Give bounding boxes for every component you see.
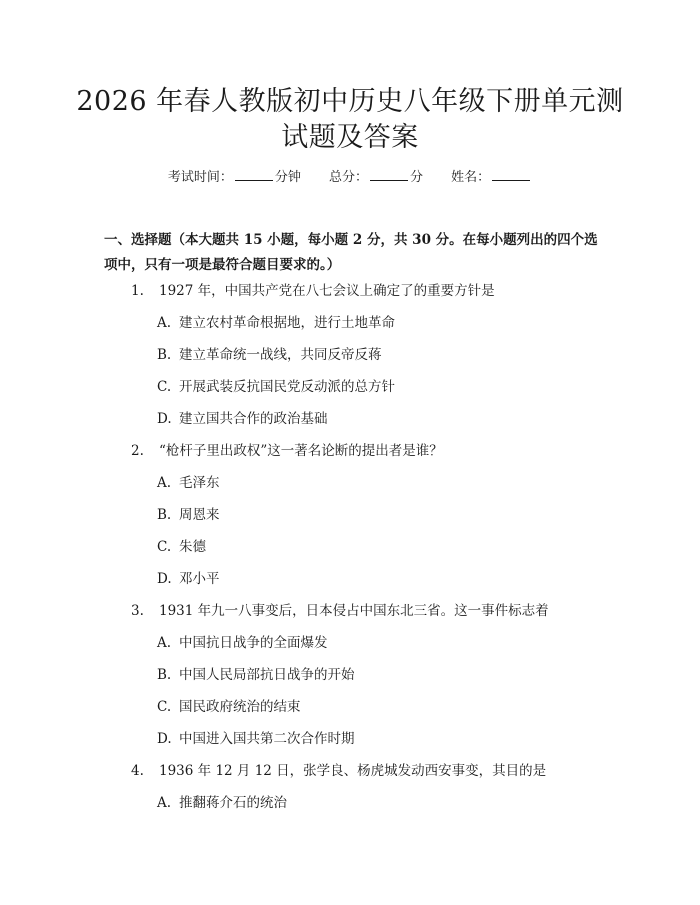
section-heading: 一、选择题（本大题共 15 小题，每小题 2 分，共 30 分。在每小题列出的四个选项中，只有一项是最符合题目要求的。） bbox=[104, 232, 598, 273]
exam-time-field bbox=[168, 168, 301, 188]
total-score-field bbox=[329, 168, 423, 188]
exam-title-line-1: 2026 年春人教版初中历史八年级下册单元测 bbox=[76, 86, 624, 117]
option-letter: C. bbox=[157, 699, 172, 715]
question-number: 4. bbox=[131, 763, 144, 779]
option-letter: A. bbox=[157, 475, 172, 491]
exam-meta bbox=[0, 168, 700, 188]
question-text: 1936 年 12 月 12 日，张学良、杨虎城发动西安事变，其目的是 bbox=[159, 763, 547, 779]
question-2-option-c bbox=[157, 537, 206, 557]
question-2-option-b bbox=[157, 505, 220, 525]
question-2-option-a bbox=[157, 473, 220, 493]
question-text: “枪杆子里出政权”这一著名论断的提出者是谁？ bbox=[159, 443, 443, 459]
total-score-blank bbox=[370, 169, 408, 181]
option-letter: D. bbox=[157, 571, 172, 587]
option-letter: A. bbox=[157, 795, 172, 811]
question-4-option-a bbox=[157, 793, 287, 813]
option-text: 开展武装反抗国民党反动派的总方针 bbox=[179, 379, 395, 395]
question-text: 1927 年，中国共产党在八七会议上确定了的重要方针是 bbox=[159, 283, 495, 299]
option-text: 建立国共合作的政治基础 bbox=[179, 411, 328, 427]
question-number: 2. bbox=[131, 443, 144, 459]
question-3-option-d bbox=[157, 729, 355, 749]
exam-time-blank bbox=[235, 169, 273, 181]
question-1 bbox=[131, 281, 495, 301]
question-number: 3. bbox=[131, 603, 144, 619]
student-name-label: 姓名： bbox=[451, 170, 491, 185]
total-score-unit: 分 bbox=[410, 170, 424, 185]
question-3-option-a bbox=[157, 633, 328, 653]
option-letter: D. bbox=[157, 731, 172, 747]
option-text: 国民政府统治的结束 bbox=[179, 699, 301, 715]
option-text: 中国进入国共第二次合作时期 bbox=[179, 731, 355, 747]
total-score-label: 总分： bbox=[328, 170, 368, 185]
option-text: 毛泽东 bbox=[179, 475, 220, 491]
option-text: 建立革命统一战线，共同反帝反蒋 bbox=[179, 347, 382, 363]
option-letter: B. bbox=[157, 347, 172, 363]
option-letter: B. bbox=[157, 667, 172, 683]
option-text: 周恩来 bbox=[179, 507, 220, 523]
question-number: 1. bbox=[131, 283, 144, 299]
question-1-option-c bbox=[157, 377, 395, 397]
question-2-option-d bbox=[157, 569, 220, 589]
option-text: 中国抗日战争的全面爆发 bbox=[179, 635, 328, 651]
option-text: 中国人民局部抗日战争的开始 bbox=[179, 667, 355, 683]
option-text: 建立农村革命根据地，进行土地革命 bbox=[179, 315, 395, 331]
question-1-option-b bbox=[157, 345, 382, 365]
option-letter: D. bbox=[157, 411, 172, 427]
option-text: 邓小平 bbox=[179, 571, 220, 587]
question-3 bbox=[131, 601, 549, 621]
question-3-option-b bbox=[157, 665, 355, 685]
exam-time-label: 考试时间： bbox=[167, 170, 233, 185]
student-name-blank bbox=[492, 169, 530, 181]
option-letter: A. bbox=[157, 315, 172, 331]
option-letter: A. bbox=[157, 635, 172, 651]
question-text: 1931 年九一八事变后，日本侵占中国东北三省。这一事件标志着 bbox=[159, 603, 549, 619]
question-1-option-d bbox=[157, 409, 328, 429]
option-letter: B. bbox=[157, 507, 172, 523]
question-4 bbox=[131, 761, 546, 781]
option-text: 推翻蒋介石的统治 bbox=[179, 795, 287, 811]
exam-title-line-2: 试题及答案 bbox=[281, 122, 419, 153]
exam-time-unit: 分钟 bbox=[274, 170, 301, 185]
option-letter: C. bbox=[157, 539, 172, 555]
question-2 bbox=[131, 441, 443, 461]
student-name-field bbox=[451, 168, 532, 188]
question-1-option-a bbox=[157, 313, 395, 333]
option-letter: C. bbox=[157, 379, 172, 395]
question-3-option-c bbox=[157, 697, 301, 717]
option-text: 朱德 bbox=[179, 539, 206, 555]
